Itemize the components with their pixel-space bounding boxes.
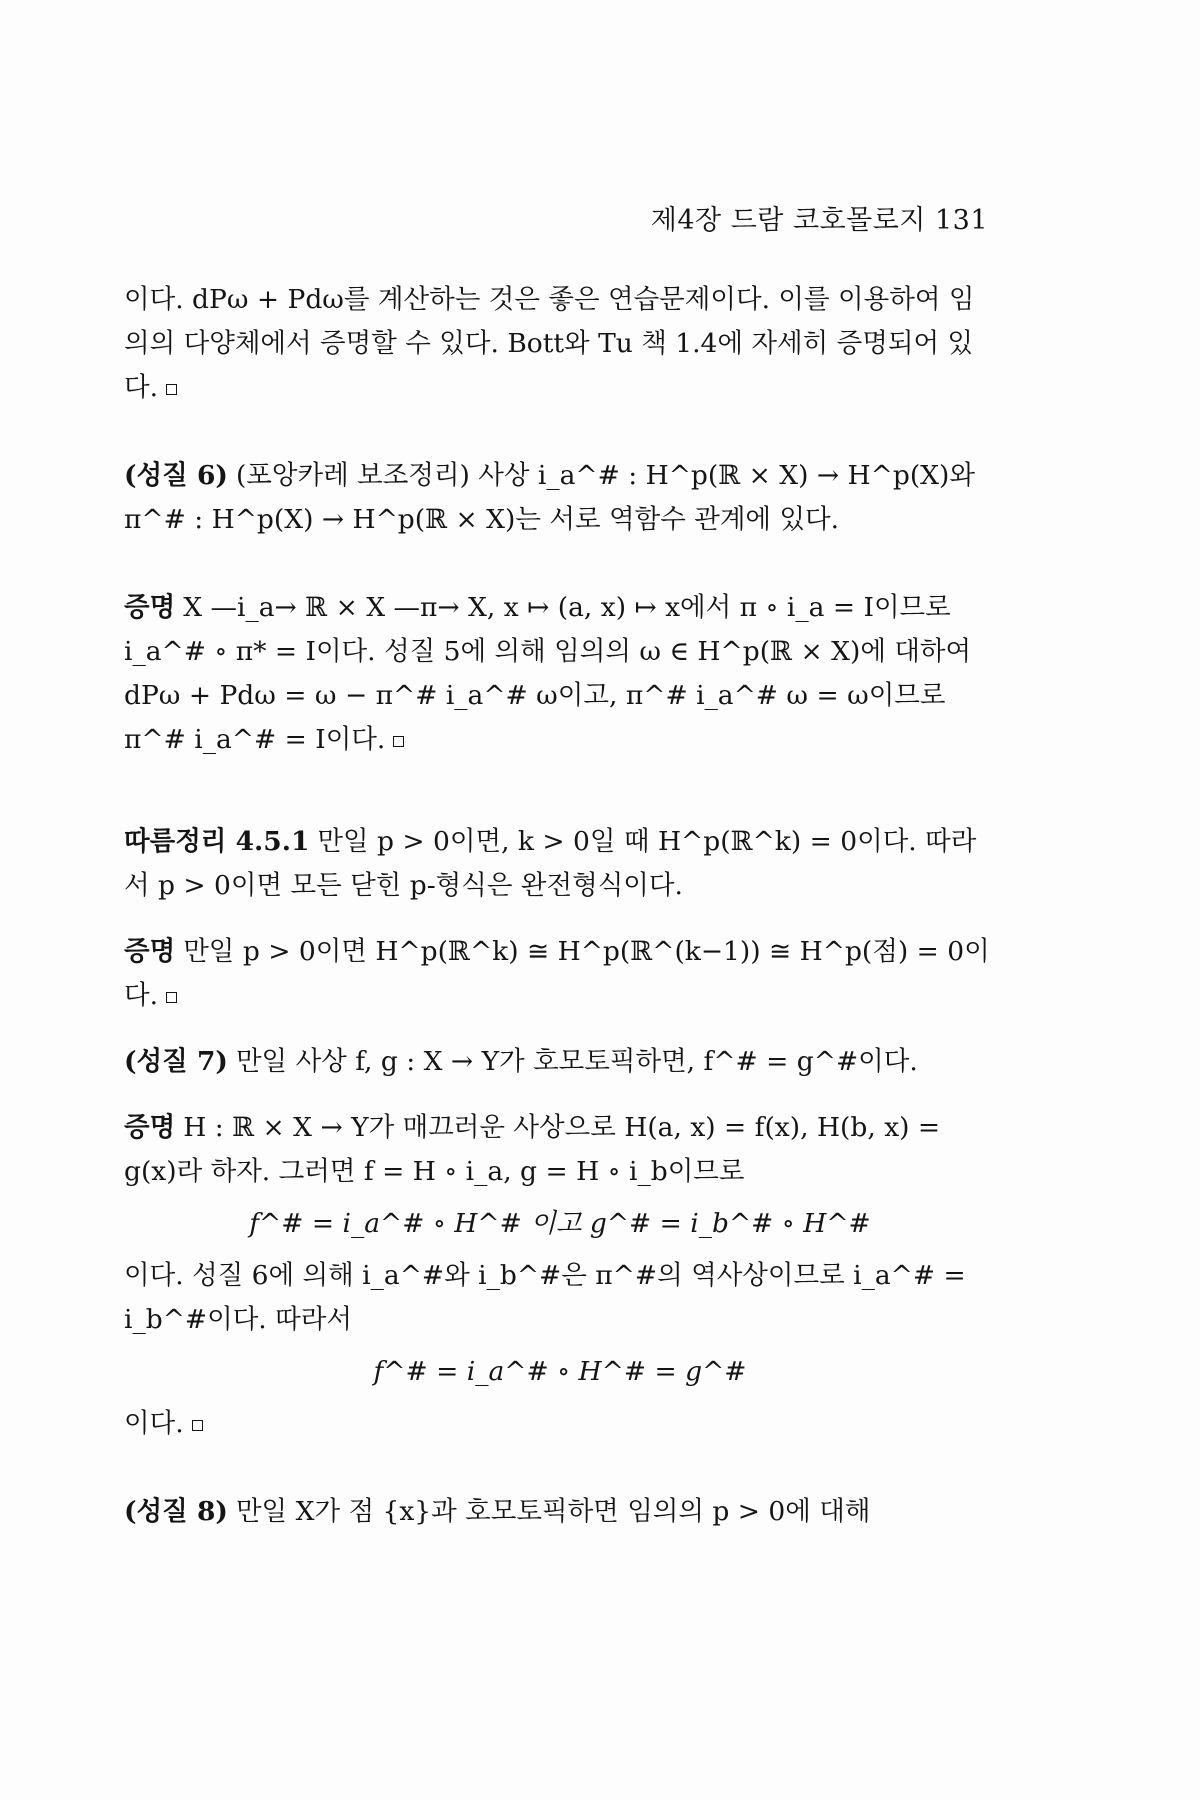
- corollary-heading: 따름정리 4.5.1: [124, 826, 310, 857]
- proof-6: [124, 586, 996, 762]
- property-7-heading: (성질 7): [124, 1046, 228, 1077]
- property-7-statement: 만일 사상 f, g : X → Y가 호모토픽하면, f^# = g^#이다.: [235, 1046, 918, 1077]
- proof-corollary-heading: 증명: [124, 936, 176, 967]
- qed-square-icon: [166, 384, 177, 395]
- paragraph-proof-end: [124, 278, 996, 410]
- property-7: [124, 1040, 996, 1084]
- qed-square-icon: [166, 992, 177, 1003]
- property-8-heading: (성질 8): [124, 1496, 228, 1527]
- qed-square-icon: [393, 736, 404, 747]
- proof-7: [124, 1106, 996, 1194]
- display-equation-1: f^# = i_a^# ∘ H^# 이고 g^# = i_b^# ∘ H^#: [249, 1208, 871, 1239]
- proof-6-text: X —i_a→ ℝ × X —π→ X, x ↦ (a, x) ↦ x에서 π ∘ i_a = I이므로 i_a^# ∘ π* = I이다. 성질 5에 의해 임의의 ω ∈ H^p(ℝ × X)에 대하여 dPω + Pdω = ω − π^# i_a^# ω이고, π^# i_a^# ω = ω이므로 π^# i_a^# = I이다.: [124, 592, 972, 755]
- corollary-4-5-1: [124, 820, 996, 908]
- paragraph-after-display-1: 이다. 성질 6에 의해 i_a^#와 i_b^#은 π^#의 역사상이므로 i_a^# = i_b^#이다. 따라서: [124, 1260, 966, 1335]
- proof-corollary: [124, 930, 996, 1018]
- paragraph-text: 이다. dPω + Pdω를 계산하는 것은 좋은 연습문제이다. 이를 이용하여 임의의 다양체에서 증명할 수 있다. Bott와 Tu 책 1.4에 자세히 증명되어 있다.: [124, 284, 975, 403]
- property-8: [124, 1490, 996, 1534]
- qed-square-icon: [192, 1420, 203, 1431]
- proof-7-heading: 증명: [124, 1112, 176, 1143]
- running-header: 제4장 드람 코호몰로지 131: [650, 205, 988, 236]
- property-6-statement: (포앙카레 보조정리) 사상 i_a^# : H^p(ℝ × X) → H^p(X)와 π^# : H^p(X) → H^p(ℝ × X)는 서로 역함수 관계에 있다.: [124, 460, 975, 535]
- display-equation-2: f^# = i_a^# ∘ H^# = g^#: [373, 1356, 747, 1387]
- page-body: [124, 278, 996, 1534]
- paragraph-after-display-2: [124, 1402, 996, 1446]
- paragraph-text: 이다.: [124, 1408, 184, 1439]
- property-6-heading: (성질 6): [124, 460, 228, 491]
- proof-7-text: H : ℝ × X → Y가 매끄러운 사상으로 H(a, x) = f(x), H(b, x) = g(x)라 하자. 그러면 f = H ∘ i_a, g = H ∘ i_b이므로: [124, 1112, 941, 1187]
- proof-6-heading: 증명: [124, 592, 176, 623]
- proof-corollary-text: 만일 p > 0이면 H^p(ℝ^k) ≅ H^p(ℝ^(k−1)) ≅ H^p(점) = 0이다.: [124, 936, 990, 1011]
- property-6: [124, 454, 996, 542]
- property-8-statement: 만일 X가 점 {x}과 호모토픽하면 임의의 p > 0에 대해: [235, 1496, 871, 1527]
- corollary-statement: 만일 p > 0이면, k > 0일 때 H^p(ℝ^k) = 0이다. 따라서 p > 0이면 모든 닫힌 p-형식은 완전형식이다.: [124, 826, 977, 901]
